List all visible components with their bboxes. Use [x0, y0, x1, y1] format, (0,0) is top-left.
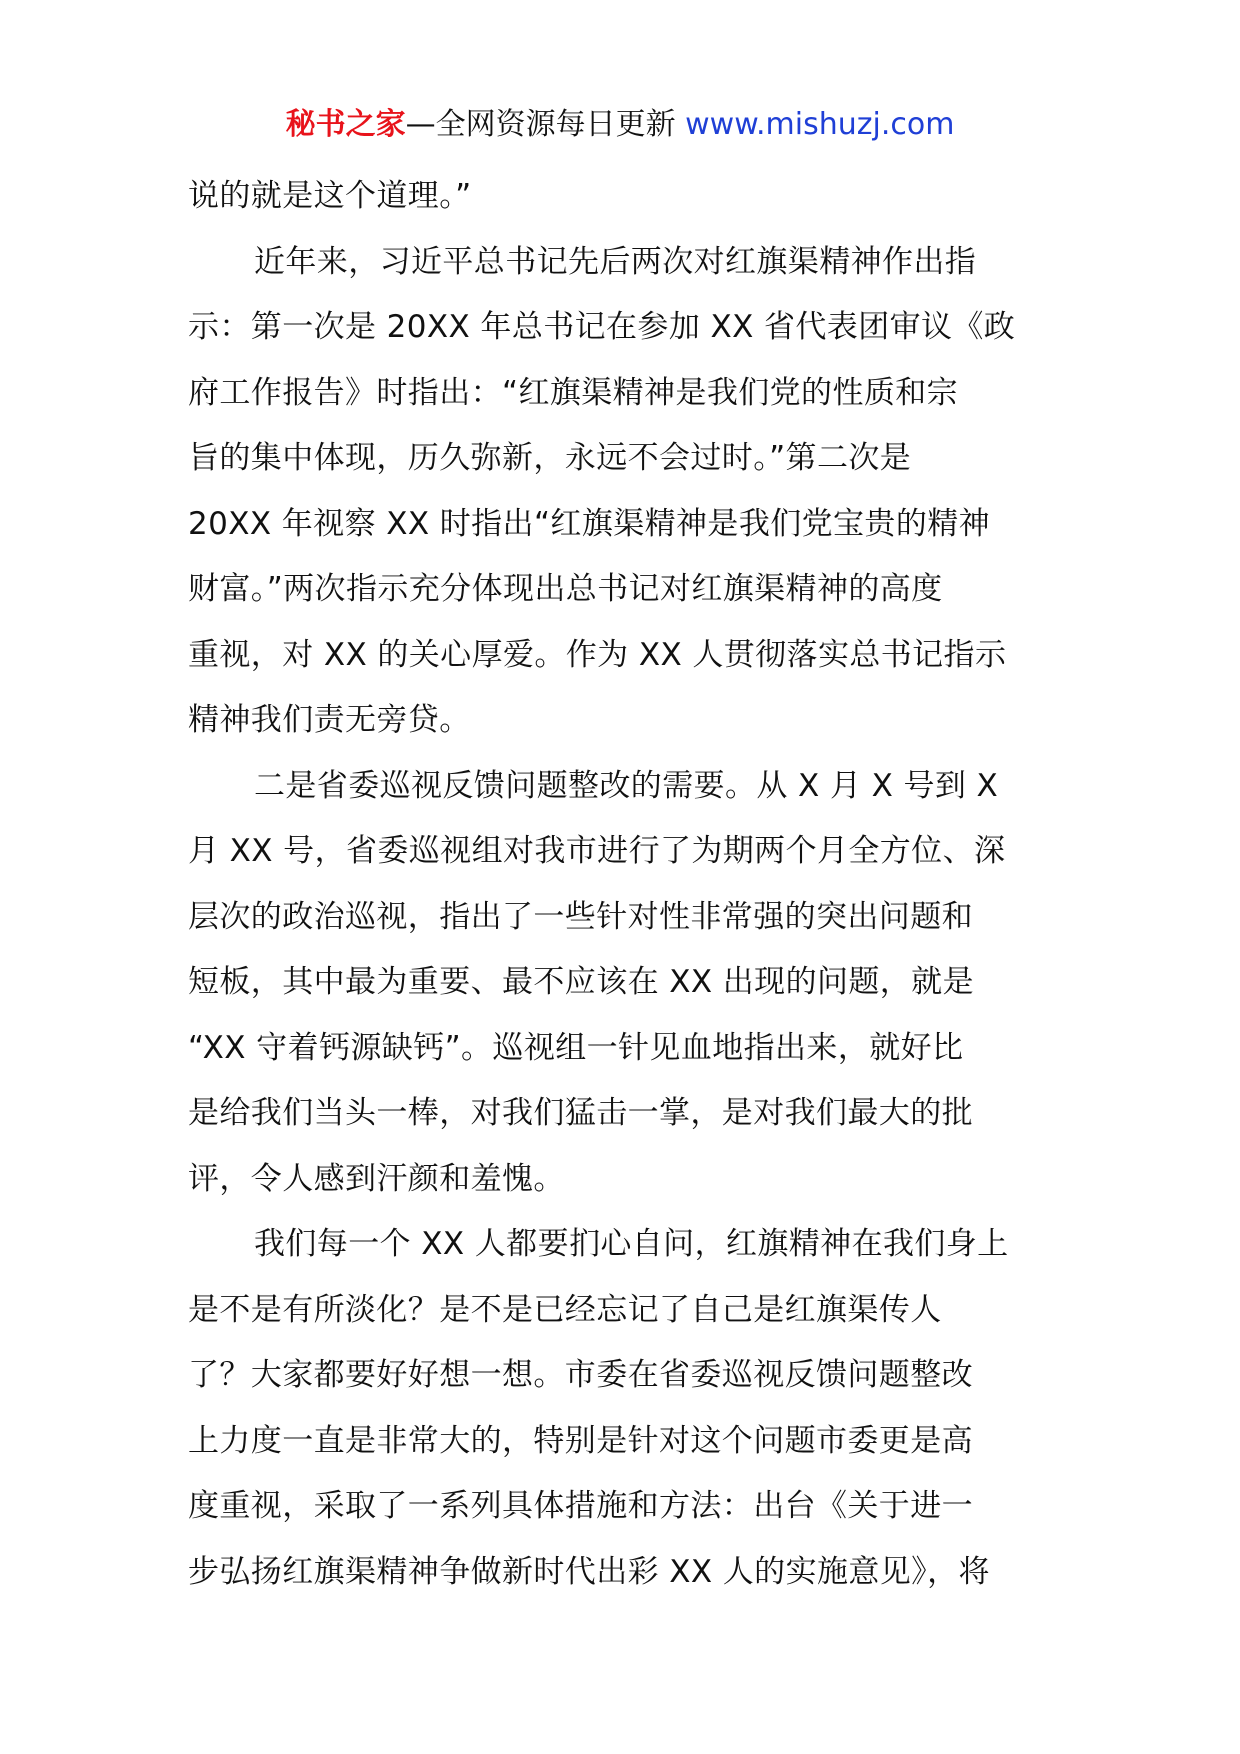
- paragraph-start: 二是省委巡视反馈问题整改的需要。从 X 月 X 号到 X: [254, 767, 999, 804]
- text-line: 示：第一次是 20XX 年总书记在参加 XX 省代表团审议《政: [188, 309, 1016, 345]
- header-slogan: —全网资源每日更新: [405, 107, 676, 142]
- brand-name: 秘书之家: [285, 107, 406, 142]
- text-line: 旨的集中体现，历久弥新，永远不会过时。”第二次是: [188, 440, 912, 476]
- text-line: 月 XX 号，省委巡视组对我市进行了为期两个月全方位、深: [188, 833, 1006, 869]
- text-line: 重视，对 XX 的关心厚爱。作为 XX 人贯彻落实总书记指示: [188, 636, 1007, 673]
- page-header: [0, 103, 1240, 147]
- text-line: 评，令人感到汗颜和羞愧。: [188, 1160, 565, 1197]
- website-link[interactable]: www.mishuzj.com: [685, 107, 955, 142]
- text-line: 上力度一直是非常大的，特别是针对这个问题市委更是高: [188, 1422, 973, 1459]
- text-line: 了？大家都要好好想一想。市委在省委巡视反馈问题整改: [188, 1357, 973, 1393]
- text-line: 是不是有所淡化？是不是已经忘记了自己是红旗渠传人: [188, 1291, 942, 1328]
- text-line: 层次的政治巡视，指出了一些针对性非常强的突出问题和: [188, 898, 973, 935]
- paragraph-start: 我们每一个 XX 人都要扪心自问，红旗精神在我们身上: [254, 1226, 1009, 1262]
- text-line: 府工作报告》时指出：“红旗渠精神是我们党的性质和宗: [188, 374, 959, 411]
- text-line: 20XX 年视察 XX 时指出“红旗渠精神是我们党宝贵的精神: [188, 505, 991, 542]
- text-line: 短板，其中最为重要、最不应该在 XX 出现的问题，就是: [188, 964, 974, 1000]
- text-line: 财富。”两次指示充分体现出总书记对红旗渠精神的高度: [188, 571, 943, 607]
- text-line: 度重视，采取了一系列具体措施和方法：出台《关于进一: [188, 1488, 973, 1524]
- text-line: 精神我们责无旁贷。: [188, 702, 471, 738]
- text-line: 说的就是这个道理。”: [188, 178, 472, 214]
- document-body: [188, 164, 1068, 1605]
- paragraph-start: 近年来，习近平总书记先后两次对红旗渠精神作出指: [254, 243, 977, 280]
- text-line: “XX 守着钙源缺钙”。巡视组一针见血地指出来，就好比: [188, 1029, 964, 1066]
- text-line: 步弘扬红旗渠精神争做新时代出彩 XX 人的实施意见》，将: [188, 1553, 990, 1590]
- text-line: 是给我们当头一棒，对我们猛击一掌，是对我们最大的批: [188, 1095, 973, 1131]
